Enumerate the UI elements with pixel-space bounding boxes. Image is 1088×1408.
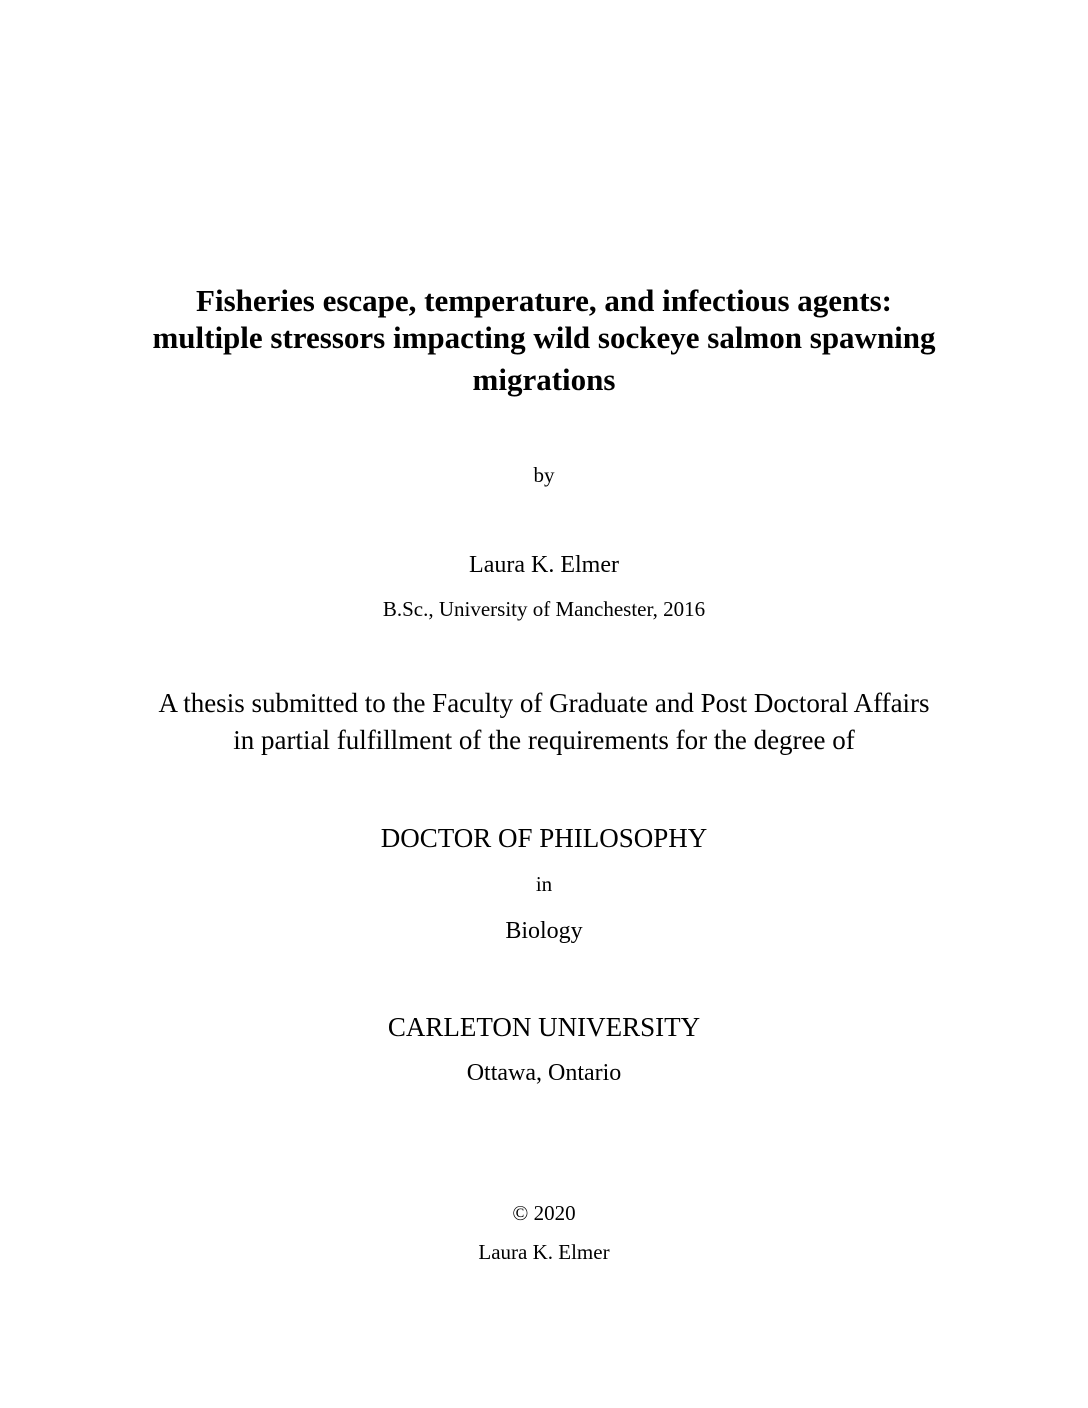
copyright-notice: © 2020 xyxy=(512,1201,576,1225)
institution-location: Ottawa, Ontario xyxy=(466,1060,622,1086)
institution-name: CARLETON UNIVERSITY xyxy=(387,1012,701,1042)
thesis-title-line-3: migrations xyxy=(472,362,616,397)
degree-connector: in xyxy=(535,872,553,896)
thesis-title-line-2: multiple stressors impacting wild sockeye salmon spawning xyxy=(152,320,936,355)
submission-statement-line-1: A thesis submitted to the Faculty of Graduate and Post Doctoral Affairs xyxy=(158,688,930,718)
author-prior-degree: B.Sc., University of Manchester, 2016 xyxy=(382,597,706,621)
degree-field: Biology xyxy=(505,918,583,944)
author-name: Laura K. Elmer xyxy=(469,552,619,578)
thesis-title-line-1: Fisheries escape, temperature, and infectious agents: xyxy=(196,283,892,318)
submission-statement-line-2: in partial fulfillment of the requirements for the degree of xyxy=(233,725,855,755)
copyright-holder: Laura K. Elmer xyxy=(478,1240,610,1264)
by-label: by xyxy=(533,463,555,487)
degree-name: DOCTOR OF PHILOSOPHY xyxy=(380,823,708,853)
